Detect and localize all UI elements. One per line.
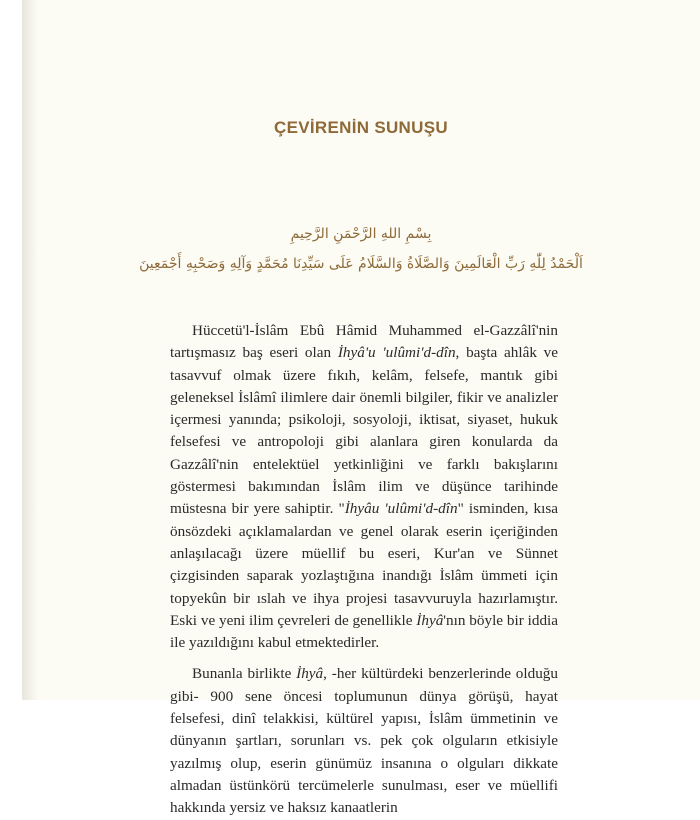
hamdala-line: اَلْحَمْدُ لِلّٰهِ رَبِّ الْعَالَمِينَ وَالصَّلَاةُ وَالسَّلَامُ عَلَى سَيِّدِنَا مُحَمَّدٍ وَآلِهِ وَصَحْبِهِ أَجْمَعِينَ bbox=[139, 256, 583, 272]
work-title-ihya-quoted: İhyâu 'ulûmi'd-dîn bbox=[344, 500, 458, 518]
page-gutter-shadow bbox=[22, 0, 38, 700]
paragraph-1-text-d: 'nın böyle bir iddia ile yazıldığını kabul etmektedirler. bbox=[170, 611, 558, 652]
paragraph-2-text-a: Bunanla birlikte bbox=[192, 665, 297, 683]
paragraph-1 bbox=[170, 320, 558, 654]
paragraph-1-text-b: , başta ahlâk ve tasavvuf olmak üzere fıkıh, kelâm, felsefe, mantık gibi geleneksel İslâmî ilimlere dair önemli bilgiler, fikir ve analizler içermesi yanında; psikoloji, sosyoloji, iktisat, siyaset, hukuk felsefesi ve antropoloji gibi alanlara giren konularda da Gazzâlî'nin entelektüel yetkinliğini ve farklı bakışlarını göstermesi bakımından İslâm ilim ve düşünce tarihinde müstesna bir yere sahiptir. " bbox=[170, 344, 558, 518]
paragraph-1-text-c: " isminden, kısa önsözdeki açıklamalardan ve genel olarak eserin içeriğinden anlaşılacağı üzere müellif bu eseri, Kur'an ve Sünnet çizgisinden saparak yozlaştığına inandığı İslâm ümmeti için topyekûn bir ıslah ve ihya projesi tasavvuruyla hazırlamıştır. Eski ve yeni ilim çevreleri de genellikle bbox=[170, 500, 558, 629]
body-text bbox=[170, 320, 558, 820]
work-title-ihya-short: İhyâ bbox=[416, 611, 444, 629]
work-title-ihya: İhyâ bbox=[296, 665, 324, 683]
basmala-line: بِسْمِ اللهِ الرَّحْمَنِ الرَّحِيمِ bbox=[290, 226, 432, 242]
paragraph-2-text-b: , -her kültürdeki benzerlerinde olduğu gibi- 900 sene öncesi toplumunun dünya görüşü, hayat felsefesi, dinî telakkisi, kültürel yapısı, İslâm ümmetinin ve dünyanın şartları, sorunları vs. pek çok olguların etkisiyle yazılmış olup, eserin günümüz insanına o olguları dikkate almadan üstünkörü tercümelerle sunulması, eser ve müellifi hakkında yersiz ve haksız kanaatlerin bbox=[170, 665, 558, 817]
book-page bbox=[22, 0, 700, 817]
work-title-ihya-full: İhyâ'u 'ulûmi'd-dîn bbox=[337, 344, 456, 362]
chapter-title: ÇEVİRENİN SUNUŞU bbox=[274, 118, 448, 137]
paragraph-2 bbox=[170, 663, 558, 819]
paragraph-1-text-a: Hüccetü'l-İslâm Ebû Hâmid Muhammed el-Gazzâlî'nin tartışmasız baş eseri olan bbox=[170, 322, 558, 362]
